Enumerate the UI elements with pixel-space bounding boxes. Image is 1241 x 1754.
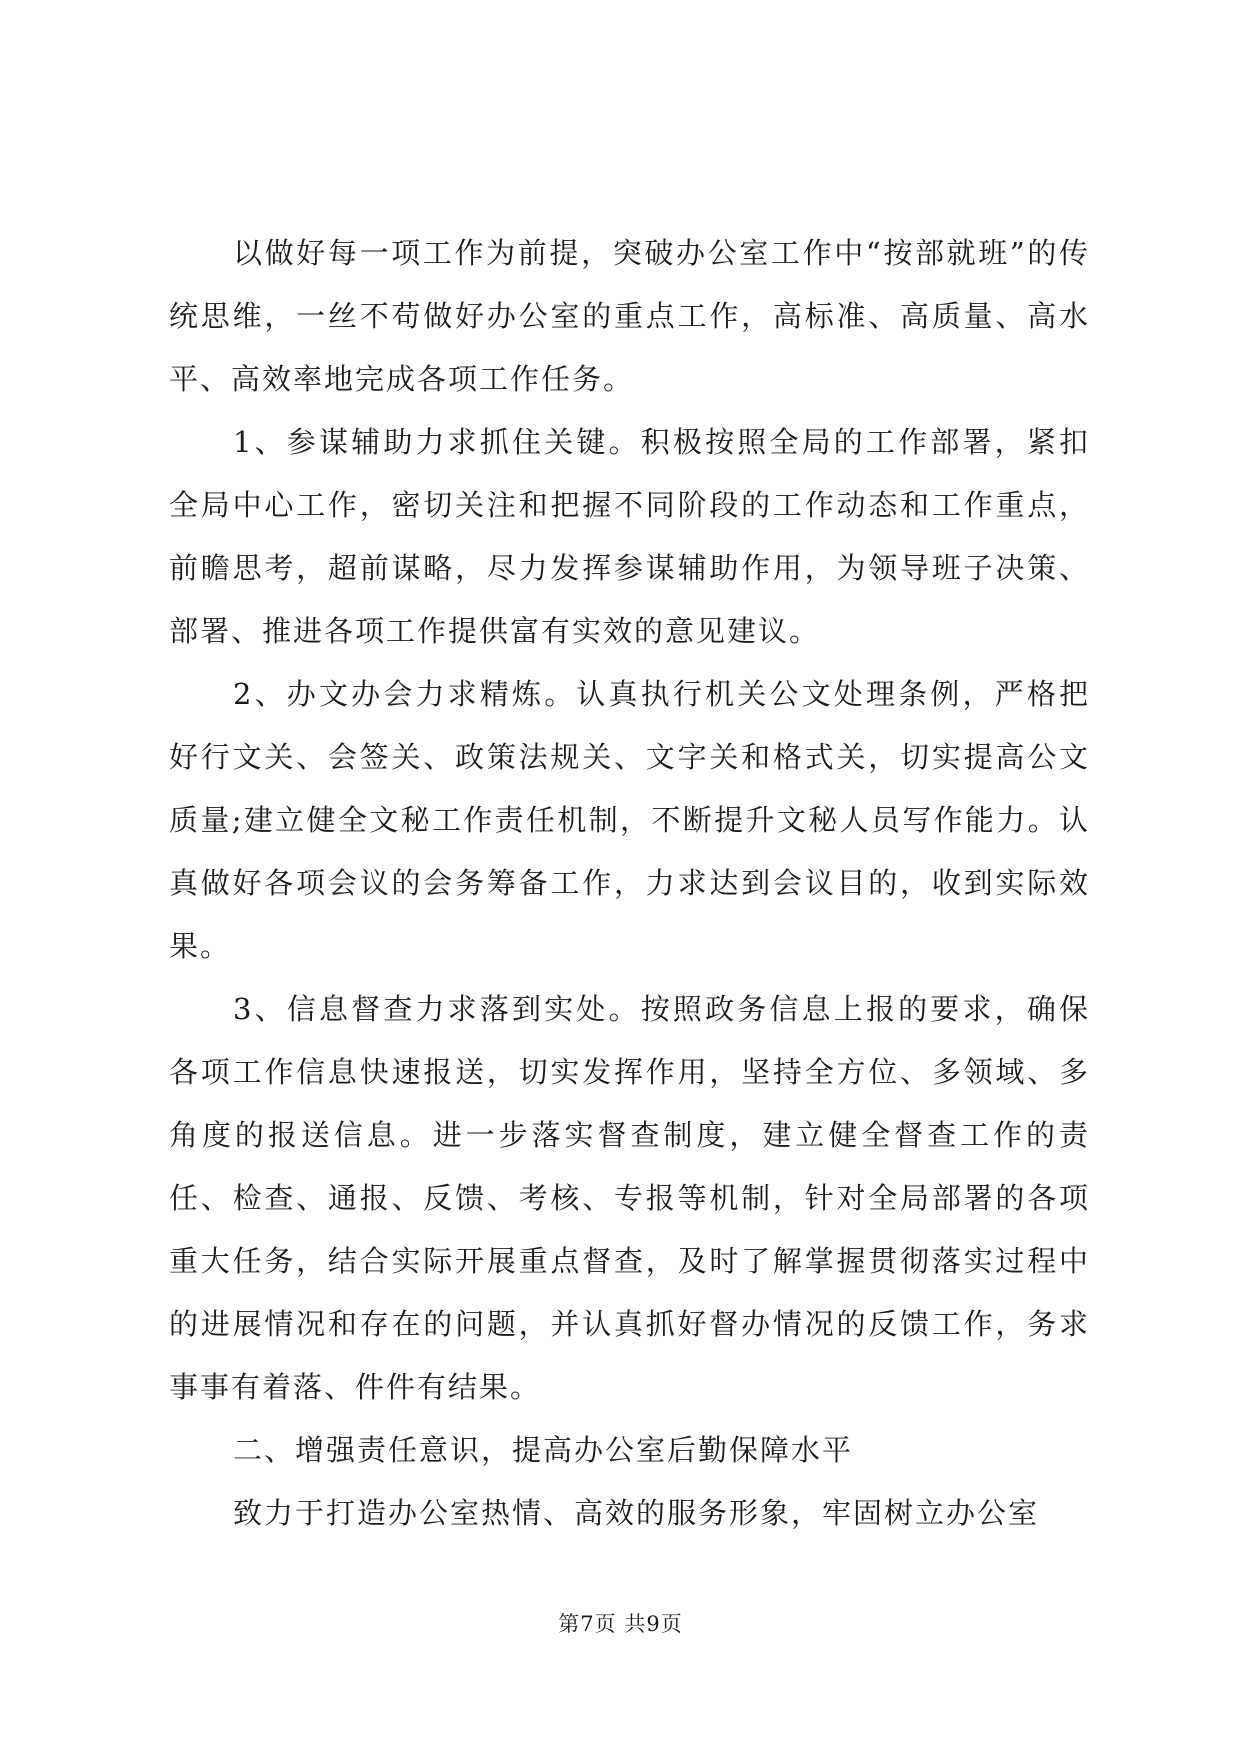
section-heading-2: 二、增强责任意识，提高办公室后勤保障水平 [233,1433,854,1467]
page-number-footer: 第7页 共9页 [558,1612,683,1636]
paragraph-section-2-start: 致力于打造办公室热情、高效的服务形象，牢固树立办公室 [233,1496,1040,1530]
paragraph-item-2: 2、办文办会力求精炼。认真执行机关公文处理条例，严格把好行文关、会签关、政策法规关、文字关和格式关，切实提高公文质量;建立健全文秘工作责任机制，不断提升文秘人员写作能力。认真做好各项会议的会务筹备工作，力求达到会议目的，收到实际效果。 [169,677,1090,963]
document-body [169,222,1090,1545]
paragraph-item-1: 1、参谋辅助力求抓住关键。积极按照全局的工作部署，紧扣全局中心工作，密切关注和把握不同阶段的工作动态和工作重点，前瞻思考，超前谋略，尽力发挥参谋辅助作用，为领导班子决策、部署、推进各项工作提供富有实效的意见建议。 [169,425,1090,648]
paragraph-item-3: 3、信息督查力求落到实处。按照政务信息上报的要求，确保各项工作信息快速报送，切实发挥作用，坚持全方位、多领域、多角度的报送信息。进一步落实督查制度，建立健全督查工作的责任、检查、通报、反馈、考核、专报等机制，针对全局部署的各项重大任务，结合实际开展重点督查，及时了解掌握贯彻落实过程中的进展情况和存在的问题，并认真抓好督办情况的反馈工作，务求事事有着落、件件有结果。 [169,992,1090,1404]
paragraph-intro: 以做好每一项工作为前提，突破办公室工作中“按部就班”的传统思维，一丝不苟做好办公室的重点工作，高标准、高质量、高水平、高效率地完成各项工作任务。 [169,236,1090,396]
